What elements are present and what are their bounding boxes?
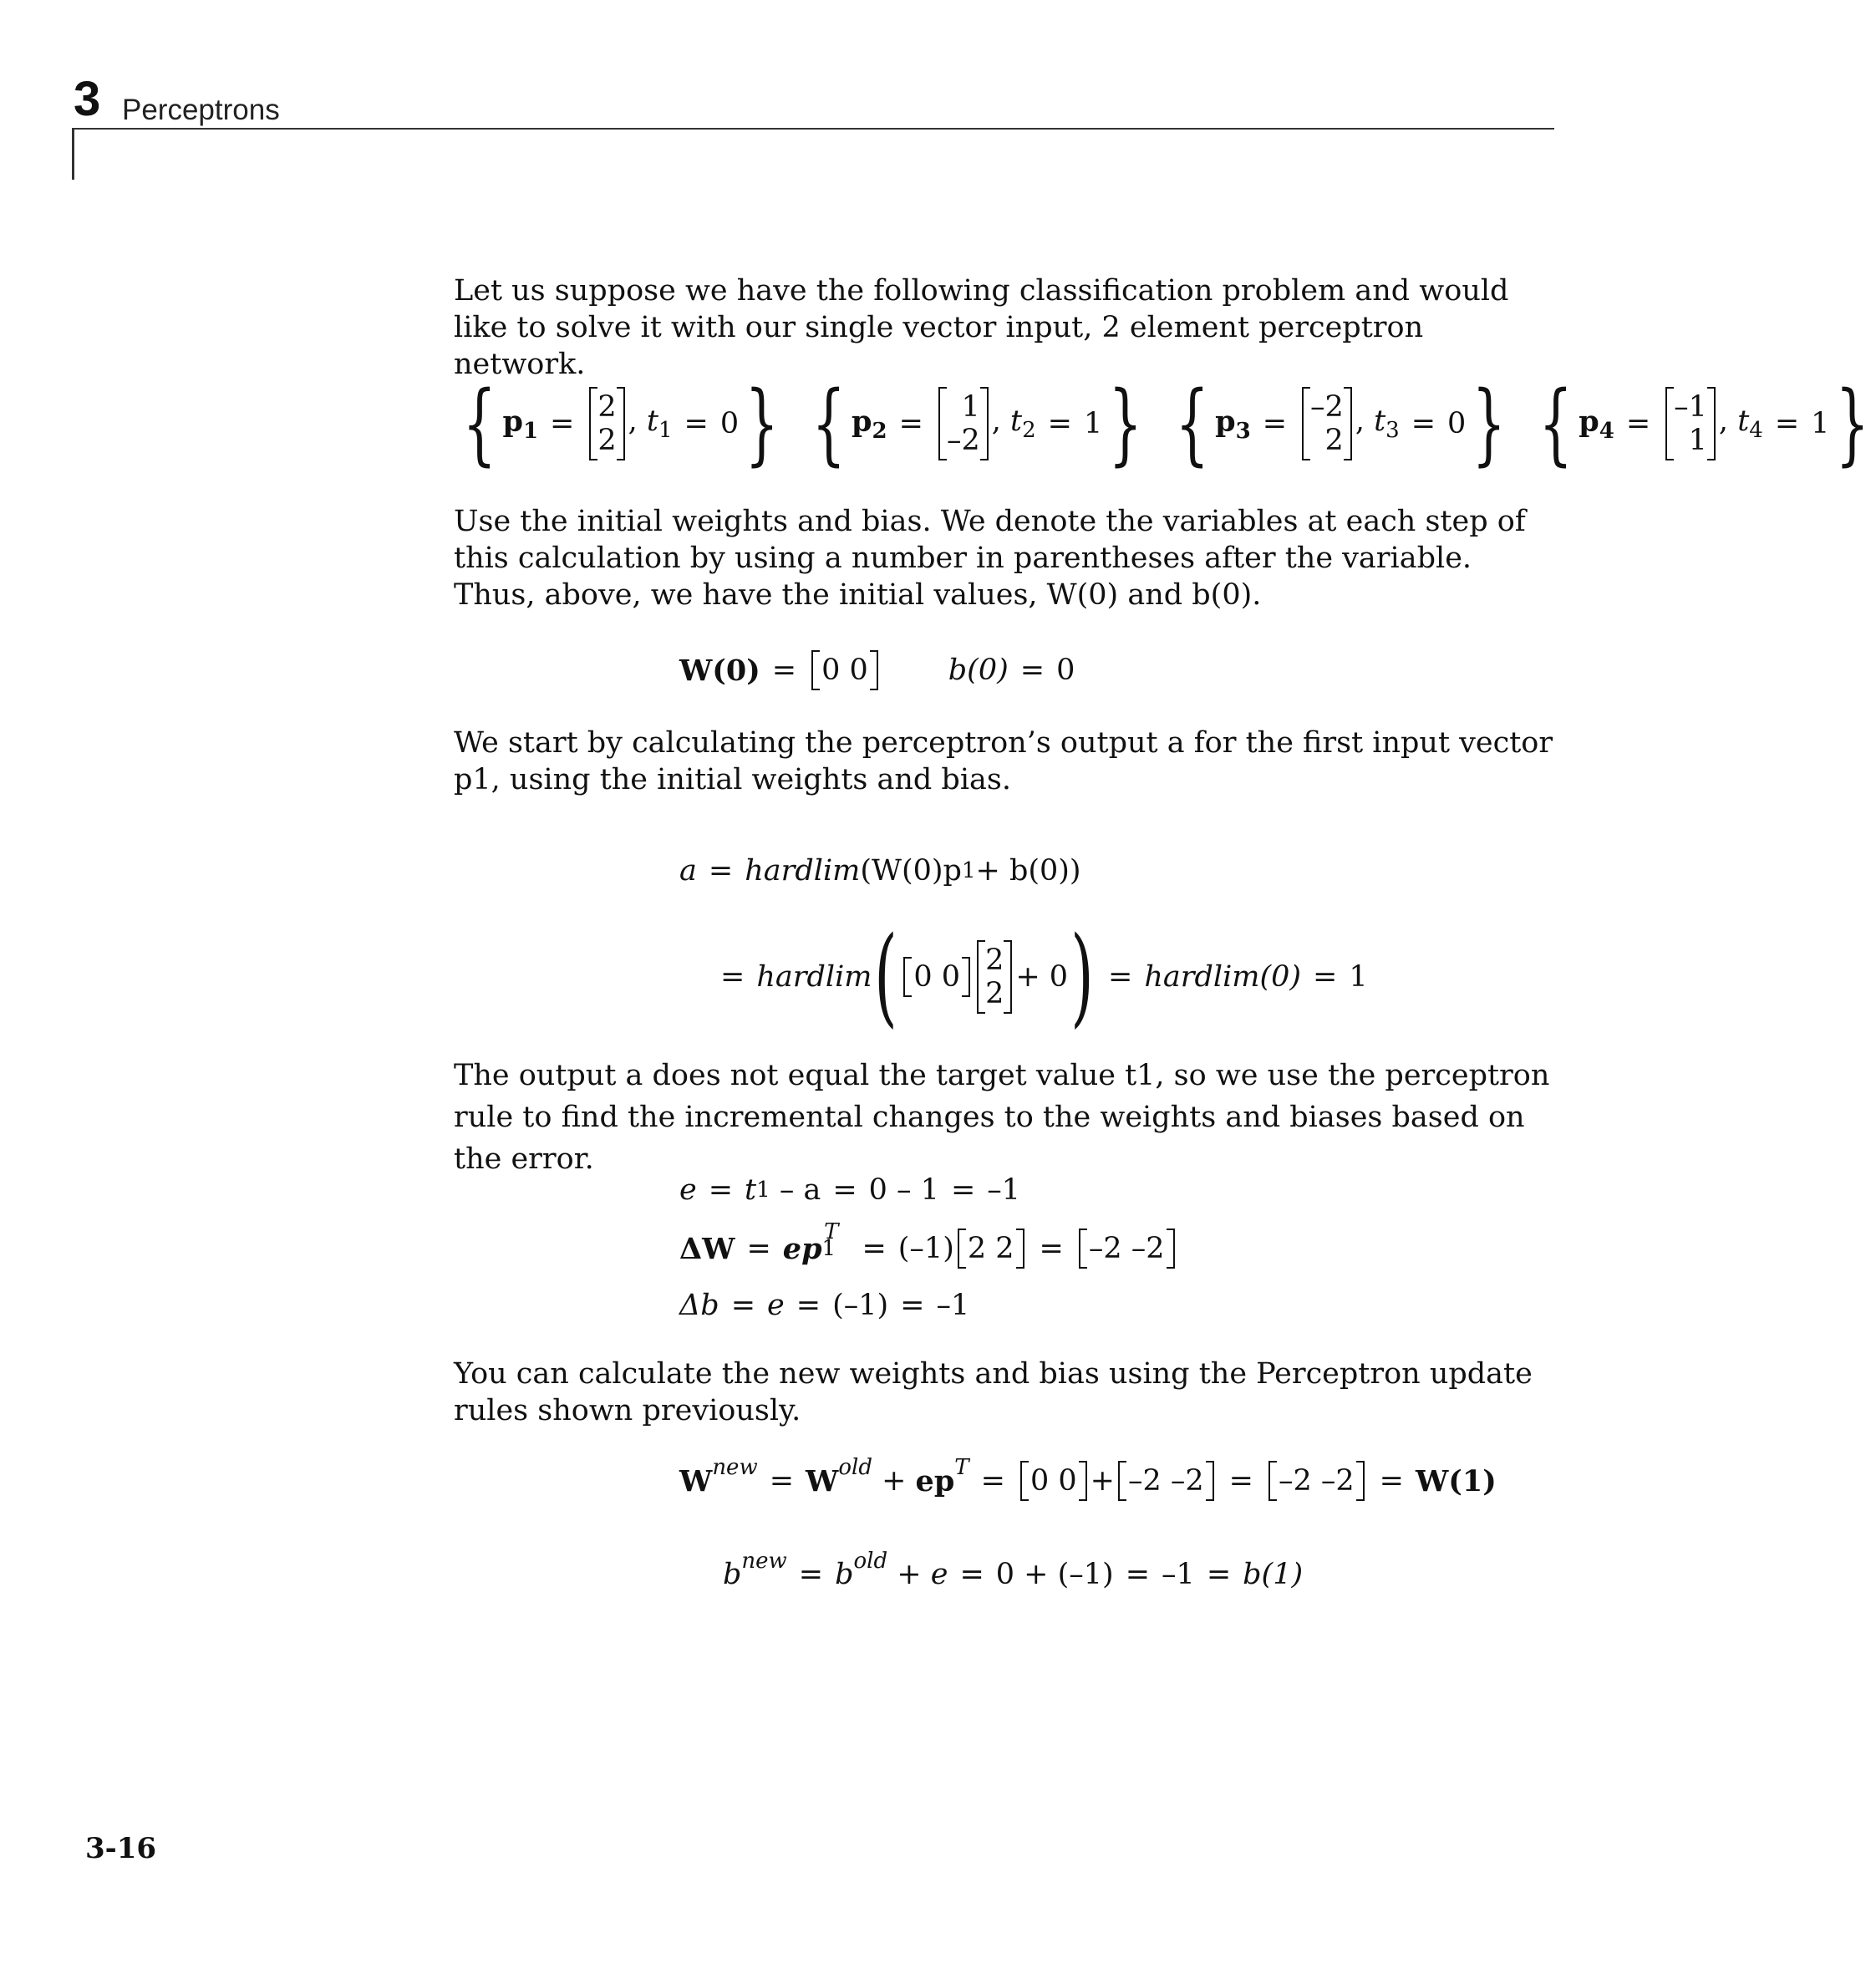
training-pair-2: { $p_2$ = 1 –2 , $t_2$ = 1 } bbox=[811, 372, 1143, 475]
chapter-title: Perceptrons bbox=[122, 94, 280, 126]
header-bar bbox=[72, 128, 74, 180]
equation-b-new: b $^{new}$ = b $^{old}$ + e = 0 + (–1) = –1 = b(1) bbox=[723, 1549, 1304, 1591]
initial-values-equation: W(0) = 0 0 b(0) = 0 bbox=[679, 650, 1075, 690]
equation-w-new: W $^{new}$ = W $^{old}$ + ep $^T$ = 0 0 + –2 –2 = –2 –2 = W(1) bbox=[679, 1461, 1497, 1501]
paragraph-output-calc: We start by calculating the perceptron’s output a for the first input vector p1, using the initial weights and bias. bbox=[454, 726, 1553, 796]
training-set-equation bbox=[456, 372, 1876, 475]
paragraph-initial-values: Use the initial weights and bias. We denote the variables at each step of this calculation by using a number in parentheses after the variable. Thus, above, we have the initial values, W(0) and b(0). bbox=[454, 505, 1526, 612]
training-pair-4: { $p_4$ = –1 1 , $t_4$ = 1 } bbox=[1538, 372, 1870, 475]
paragraph-update: You can calculate the new weights and bias using the Perceptron update rules shown previously. bbox=[454, 1357, 1533, 1427]
paragraph-error: The output a does not equal the target value t1, so we use the perceptron rule to find the incremental changes to the weights and biases based on the error. bbox=[454, 1059, 1550, 1176]
equation-a-evaluation: = hardlim ( 0 0 2 2 + 0 ) = hardlim(0) = 1 bbox=[720, 914, 1368, 1039]
chapter-number: 3 bbox=[74, 72, 101, 126]
equation-delta-b: Δb = e = (–1) = –1 bbox=[679, 1289, 970, 1322]
training-pair-1: { $p_1$ = 2 2 , $t_1$ = 0 } bbox=[462, 372, 780, 475]
page-number: 3-16 bbox=[85, 1832, 157, 1865]
header-rule bbox=[74, 128, 1554, 130]
equation-error: e = t 1 – a = 0 – 1 = –1 bbox=[679, 1173, 1021, 1207]
equation-a-definition: a = hardlim (W(0)p 1 + b(0)) bbox=[679, 854, 1081, 888]
paragraph-intro: Let us suppose we have the following classification problem and would like to solve it with our single vector input, 2 element perceptron network. bbox=[454, 274, 1509, 381]
equation-delta-w: ΔW = ep 1 $^T$ = (–1) 2 2 = –2 –2 bbox=[679, 1229, 1178, 1269]
training-pair-3: { $p_3$ = –2 2 , $t_3$ = 0 } bbox=[1175, 372, 1507, 475]
